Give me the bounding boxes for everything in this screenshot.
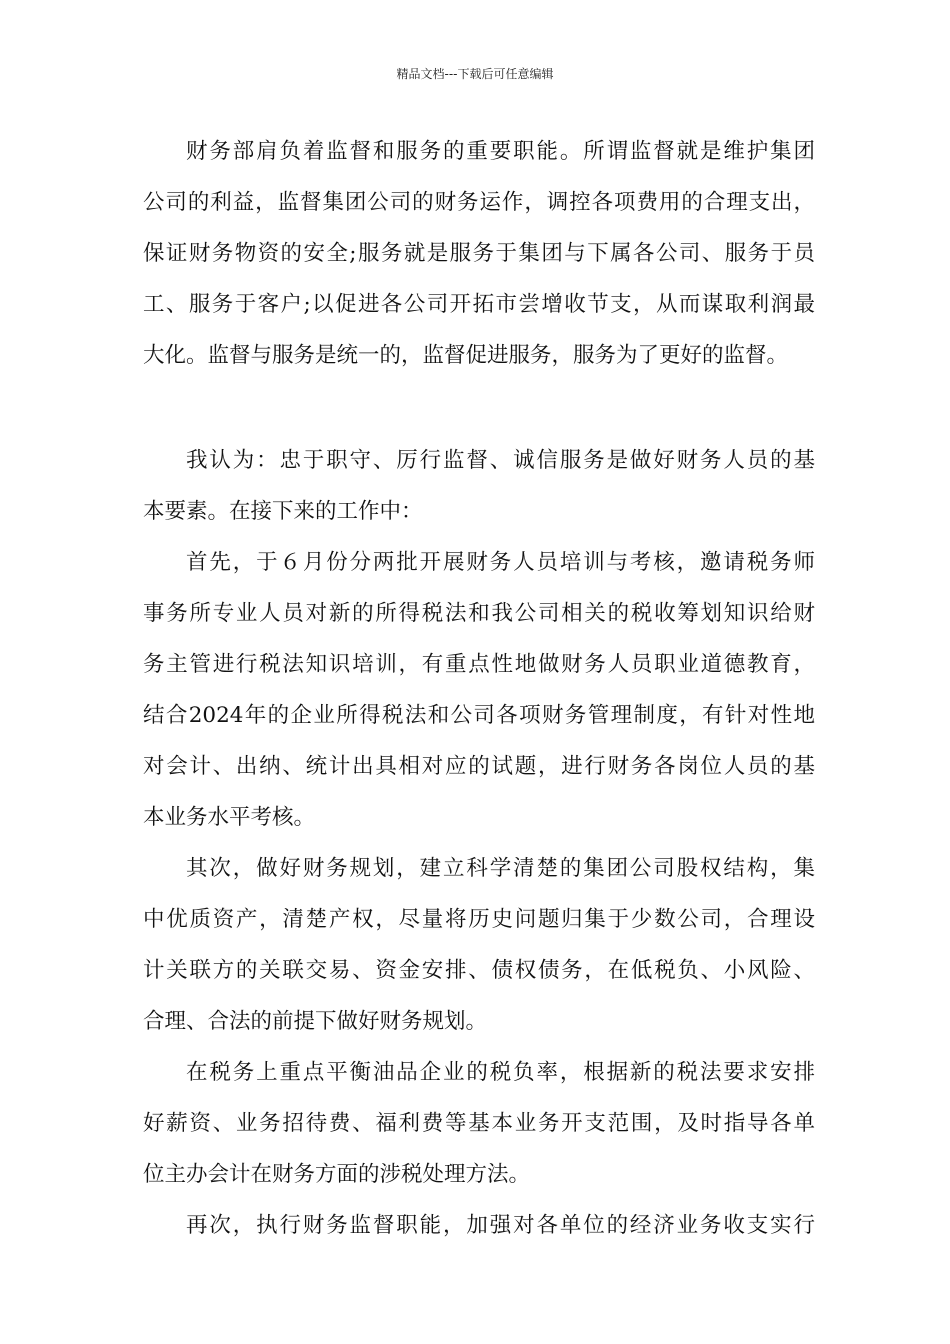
text-line: 对会计、出纳、统计出具相对应的试题，进行财务各岗位人员的基 [143, 754, 815, 779]
text-line: 计关联方的关联交易、资金安排、债权债务，在低税负、小风险、 [143, 958, 815, 983]
text-line: 公司的利益，监督集团公司的财务运作，调控各项费用的合理支出， [143, 190, 815, 215]
text-line: 财务部肩负着监督和服务的重要职能。所谓监督就是维护集团 [186, 139, 815, 164]
text-line: 大化。监督与服务是统一的，监督促进服务，服务为了更好的监督。 [143, 343, 789, 368]
text-line: 工、服务于客户;以促进各公司开拓市尝增收节支，从而谋取利润最 [143, 292, 815, 317]
paragraph-6 [143, 1200, 815, 1251]
document-body [143, 126, 815, 1251]
text-line: 事务所专业人员对新的所得税法和我公司相关的税收筹划知识给财 [143, 601, 815, 626]
paragraph-2 [143, 435, 815, 537]
paragraph-spacer [143, 381, 815, 432]
text-line: 结合2024年的企业所得税法和公司各项财务管理制度，有针对性地 [143, 703, 815, 728]
text-line: 本要素。在接下来的工作中： [143, 499, 423, 524]
text-line: 务主管进行税法知识培训，有重点性地做财务人员职业道德教育， [143, 652, 815, 677]
text-line: 其次，做好财务规划，建立科学清楚的集团公司股权结构，集 [186, 856, 815, 881]
text-line: 本业务水平考核。 [143, 805, 316, 830]
text-line: 在税务上重点平衡油品企业的税负率，根据新的税法要求安排 [186, 1060, 815, 1085]
paragraph-3 [143, 537, 815, 843]
page-header: 精品文档---下载后可任意编辑 [396, 67, 554, 81]
text-line: 位主办会计在财务方面的涉税处理方法。 [143, 1162, 531, 1187]
text-line: 保证财务物资的安全;服务就是服务于集团与下属各公司、服务于员 [143, 241, 815, 266]
text-line: 再次，执行财务监督职能，加强对各单位的经济业务收支实行 [186, 1213, 815, 1238]
paragraph-4 [143, 843, 815, 1047]
text-line: 好薪资、业务招待费、福利费等基本业务开支范围，及时指导各单 [143, 1111, 815, 1136]
text-line: 中优质资产，清楚产权，尽量将历史问题归集于少数公司，合理设 [143, 907, 815, 932]
paragraph-1 [143, 126, 815, 381]
text-line: 我认为：忠于职守、厉行监督、诚信服务是做好财务人员的基 [186, 448, 815, 473]
text-line: 合理、合法的前提下做好财务规划。 [143, 1009, 488, 1034]
text-line: 首先，于６月份分两批开展财务人员培训与考核，邀请税务师 [186, 550, 815, 575]
paragraph-5 [143, 1047, 815, 1200]
